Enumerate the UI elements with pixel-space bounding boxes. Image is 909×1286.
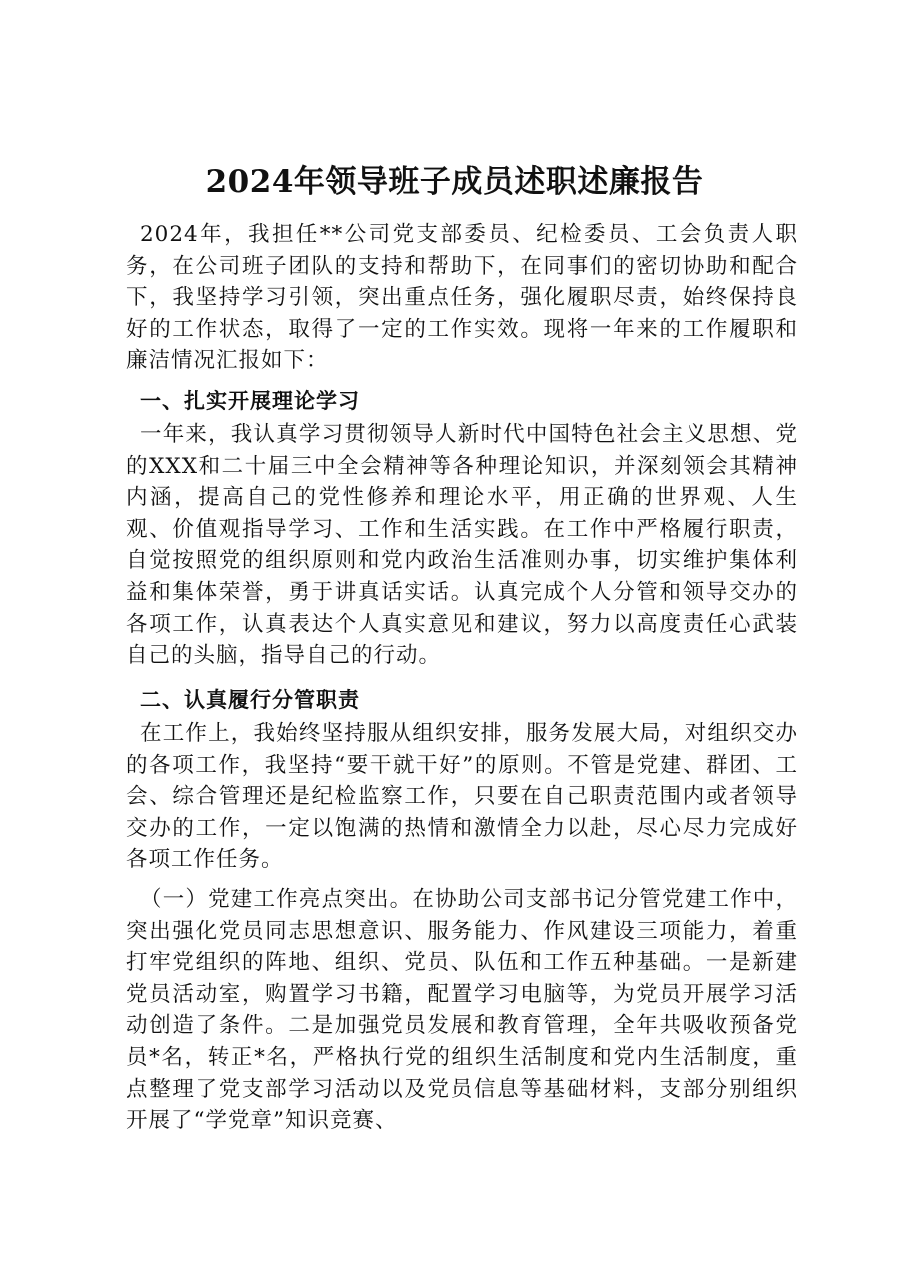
intro-paragraph: 2024年，我担任**公司党支部委员、纪检委员、工会负责人职务，在公司班子团队的支持和帮助下，在同事们的密切协助和配合下，我坚持学习引领，突出重点任务，强化履职尽责，始终保持良好的工作状态，取得了一定的工作实效。现将一年来的工作履职和廉洁情况汇报如下： [126,222,798,374]
subsection-1-paragraph: （一）党建工作亮点突出。在协助公司支部书记分管党建工作中，突出强化党员同志思想意识、服务能力、作风建设三项能力，着重打牢党组织的阵地、组织、党员、队伍和工作五种基础。一是新建党员活动室，购置学习书籍，配置学习电脑等，为党员开展学习活动创造了条件。二是加强党员发展和教育管理，全年共吸收预备党员*名，转正*名，严格执行党的组织生活制度和党内生活制度，重点整理了党支部学习活动以及党员信息等基础材料，支部分别组织开展了“学党章”知识竞赛、 [126,887,798,1134]
section-heading-2: 二、认真履行分管职责 [140,688,360,712]
section-heading-1: 一、扎实开展理论学习 [140,389,360,413]
section-1-paragraph: 一年来，我认真学习贯彻领导人新时代中国特色社会主义思想、党的XXX和二十届三中全会精神等各种理论知识，并深刻领会其精神内涵，提高自己的党性修养和理论水平，用正确的世界观、人生观、价值观指导学习、工作和生活实践。在工作中严格履行职责，自觉按照党的组织原则和党内政治生活准则办事，切实维护集体利益和集体荣誉，勇于讲真话实话。认真完成个人分管和领导交办的各项工作，认真表达个人真实意见和建议，努力以高度责任心武装自己的头脑，指导自己的行动。 [126,422,798,669]
document-title: 2024年领导班子成员述职述廉报告 [205,164,704,200]
section-2-paragraph: 在工作上，我始终坚持服从组织安排，服务发展大局，对组织交办的各项工作，我坚持“要干就干好”的原则。不管是党建、群团、工会、综合管理还是纪检监察工作，只要在自己职责范围内或者领导交办的工作，一定以饱满的热情和激情全力以赴，尽心尽力完成好各项工作任务。 [126,721,798,873]
